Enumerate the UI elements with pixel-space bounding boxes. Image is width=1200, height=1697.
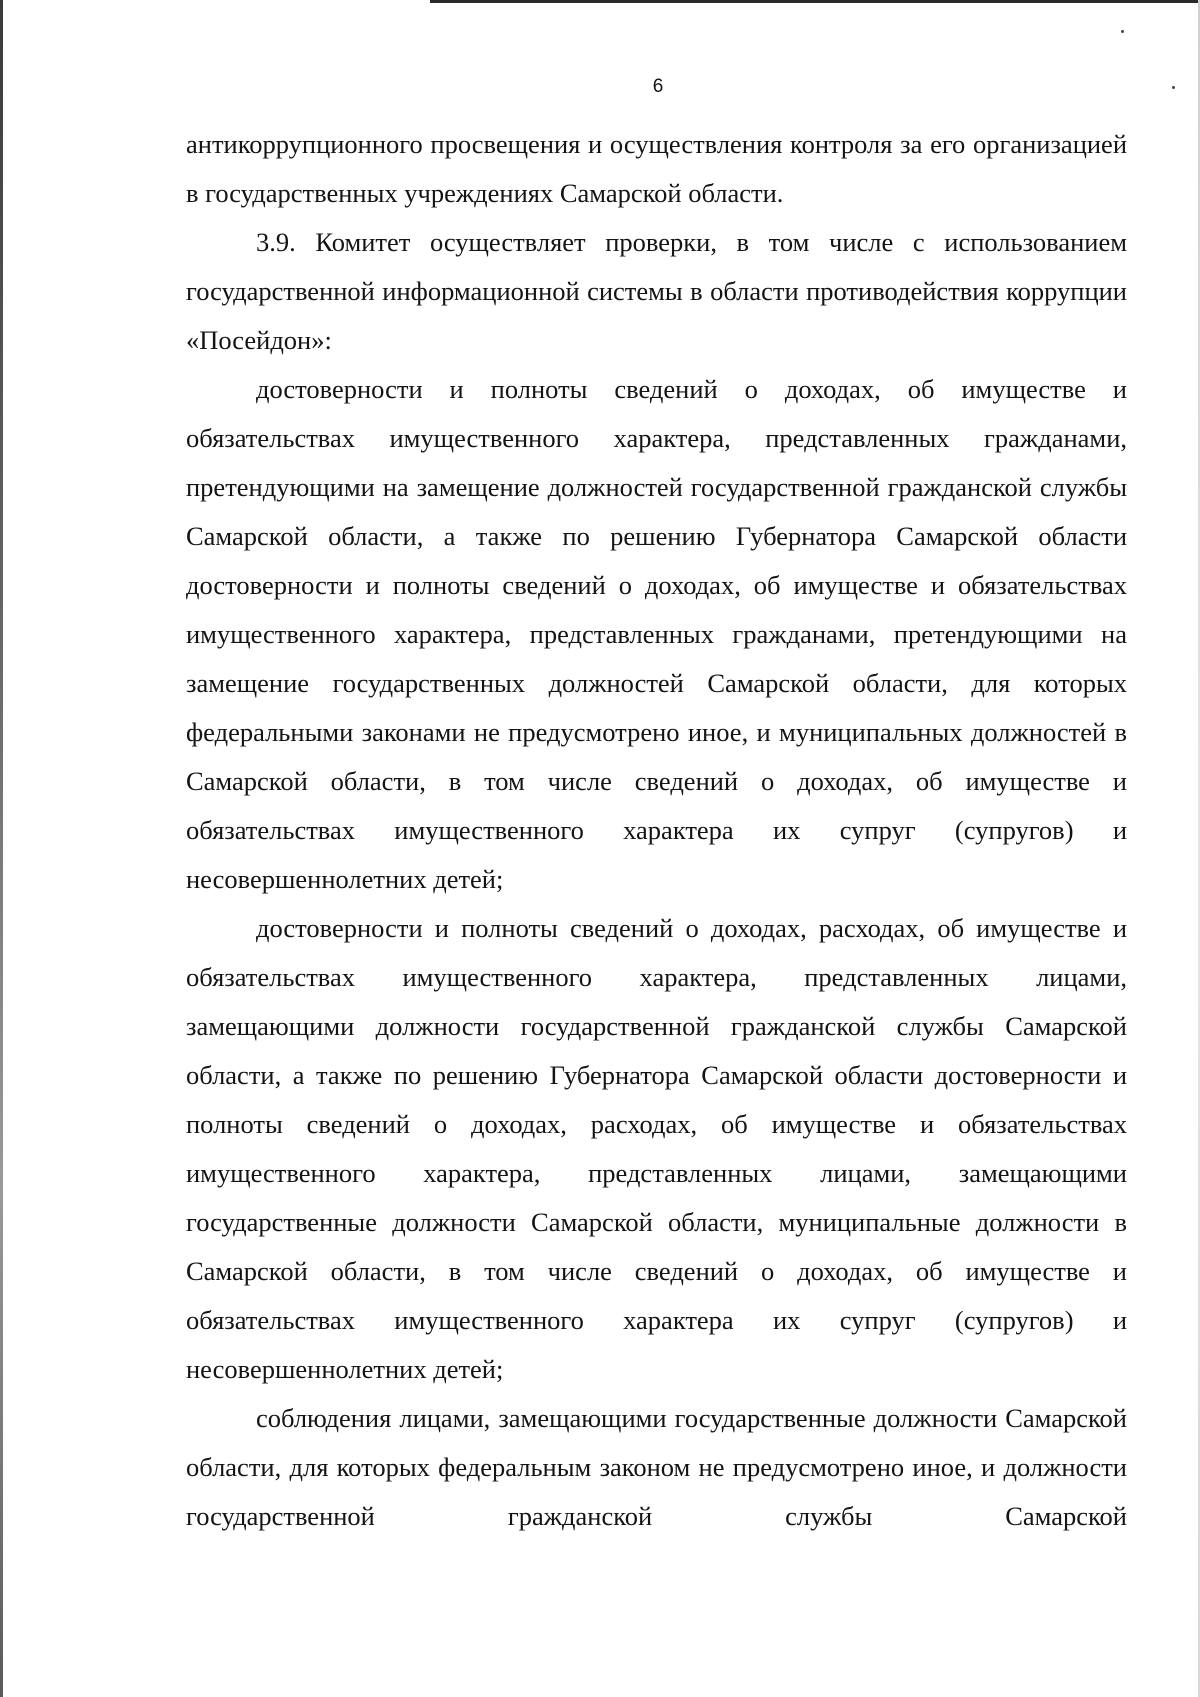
paragraph-check-citizens-income: достоверности и полноты сведений о доходах, об имуществе и обязательствах имущественного характера, представленных гражданами, претендующими на замещение должностей государственной гражданской службы Самарской области, а также по решению Губернатора Самарской области достоверности и полноты сведений о доходах, об имуществе и обязательствах имущественного характера, представленных гражданами, претендующими на замещение государственных должностей Самарской области, для которых федеральными законами не предусмотрено иное, и муниципальных должностей в Самарской области, в том числе сведений о доходах, об имуществе и обязательствах имущественного характера их супруг (супругов) и несовершеннолетних детей; <box>186 374 1127 894</box>
scan-speck <box>1121 30 1124 33</box>
paragraph-check-officials-income: достоверности и полноты сведений о доходах, расходах, об имуществе и обязательствах имущественного характера, представленных лицами, замещающими должности государственной гражданской службы Самарской области, а также по решению Губернатора Самарской области достоверности и полноты сведений о доходах, расходах, об имуществе и обязательствах имущественного характера, представленных лицами, замещающими государственные должности Самарской области, муниципальные должности в Самарской области, в том числе сведений о доходах, об имуществе и обязательствах имущественного характера их супруг (супругов) и несовершеннолетних детей; <box>186 913 1127 1384</box>
page-number: 6 <box>652 76 664 97</box>
paragraph-intro-continuation: антикоррупционного просвещения и осуществления контроля за его организацией в государственных учреждениях Самарской области. <box>186 129 1127 208</box>
scan-edge-top <box>430 0 1200 3</box>
paragraph-compliance-officials: соблюдения лицами, замещающими государственные должности Самарской области, для которых федеральным законом не предусмотрено иное, и должности государственной гражданской службы Самарской <box>186 1403 1127 1531</box>
document-body <box>186 120 1127 1541</box>
scan-edge-left <box>0 0 3 1697</box>
paragraph-section-3-9: 3.9. Комитет осуществляет проверки, в том числе с использованием государственной информационной системы в области противодействия коррупции «Посейдон»: <box>186 227 1127 355</box>
